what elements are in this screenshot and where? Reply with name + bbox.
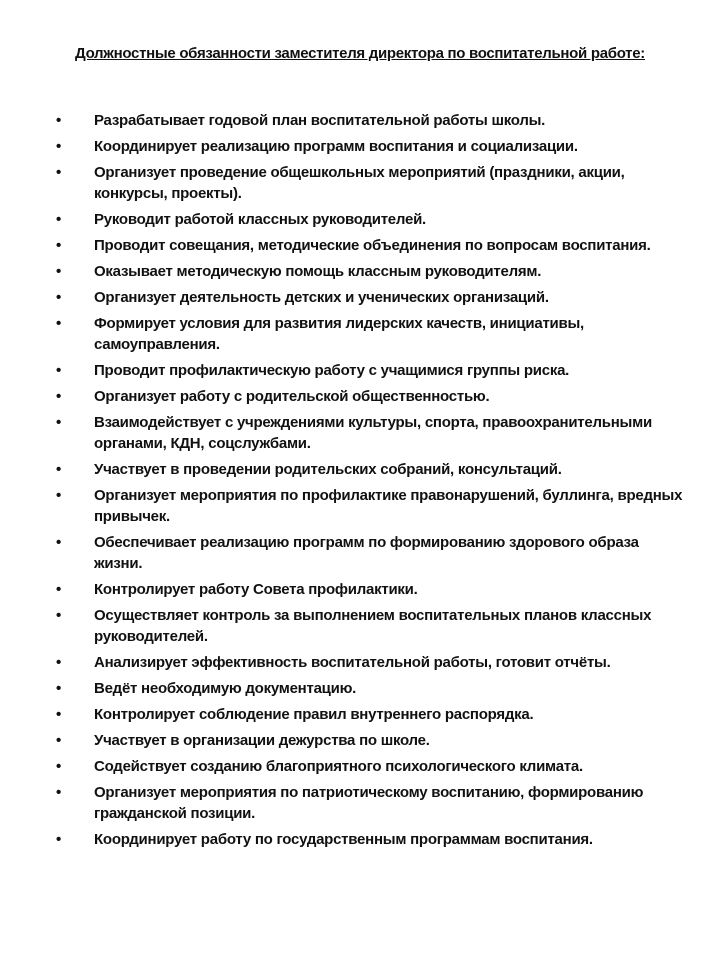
list-item-text: Проводит совещания, методические объединения по вопросам воспитания. [94, 237, 651, 254]
list-item-text: Проводит профилактическую работу с учащимися группы риска. [94, 362, 570, 379]
bullet-icon: • [56, 680, 62, 697]
list-item-text: Организует мероприятия по патриотическому воспитанию, формированию гражданской позиции. [94, 784, 644, 822]
list-item-text: Разрабатывает годовой план воспитательной работы школы. [94, 112, 546, 129]
duties-list [0, 110, 720, 855]
list-item [0, 532, 720, 574]
list-item-text: Организует мероприятия по профилактике правонарушений, буллинга, вредных привычек. [94, 487, 683, 525]
list-item [0, 110, 720, 131]
bullet-icon: • [56, 732, 62, 749]
bullet-icon: • [56, 581, 62, 598]
list-item [0, 412, 720, 454]
list-item [0, 360, 720, 381]
list-item [0, 136, 720, 157]
list-item-text: Организует деятельность детских и ученических организаций. [94, 289, 549, 306]
bullet-icon: • [56, 237, 62, 254]
bullet-icon: • [56, 263, 62, 280]
list-item [0, 704, 720, 725]
list-item-text: Осуществляет контроль за выполнением воспитательных планов классных руководителей. [94, 607, 652, 645]
list-item-text: Контролирует работу Совета профилактики. [94, 581, 418, 598]
bullet-icon: • [56, 388, 62, 405]
list-item-text: Участвует в организации дежурства по школе. [94, 732, 430, 749]
list-item-text: Контролирует соблюдение правил внутреннего распорядка. [94, 706, 534, 723]
list-item-text: Оказывает методическую помощь классным руководителям. [94, 263, 542, 280]
list-item [0, 756, 720, 777]
list-item-text: Участвует в проведении родительских собраний, консультаций. [94, 461, 562, 478]
list-item [0, 782, 720, 824]
bullet-icon: • [56, 362, 62, 379]
list-item-text: Руководит работой классных руководителей. [94, 211, 426, 228]
bullet-icon: • [56, 758, 62, 775]
bullet-icon: • [56, 112, 62, 129]
list-item-text: Координирует реализацию программ воспитания и социализации. [94, 138, 578, 155]
bullet-icon: • [56, 784, 62, 801]
list-item-text: Ведёт необходимую документацию. [94, 680, 357, 697]
list-item-text: Координирует работу по государственным программам воспитания. [94, 831, 593, 848]
list-item-text: Взаимодействует с учреждениями культуры, спорта, правоохранительными органами, КДН, соцслужбами. [94, 414, 652, 452]
bullet-icon: • [56, 164, 62, 181]
bullet-icon: • [56, 211, 62, 228]
list-item-text: Организует проведение общешкольных мероприятий (праздники, акции, конкурсы, проекты). [94, 164, 625, 202]
list-item [0, 678, 720, 699]
bullet-icon: • [56, 706, 62, 723]
list-item [0, 829, 720, 850]
list-item-text: Анализирует эффективность воспитательной работы, готовит отчёты. [94, 654, 611, 671]
bullet-icon: • [56, 315, 62, 332]
bullet-icon: • [56, 654, 62, 671]
bullet-icon: • [56, 534, 62, 551]
list-item [0, 652, 720, 673]
bullet-icon: • [56, 487, 62, 504]
bullet-icon: • [56, 831, 62, 848]
list-item [0, 235, 720, 256]
bullet-icon: • [56, 607, 62, 624]
bullet-icon: • [56, 289, 62, 306]
list-item [0, 287, 720, 308]
document-title: Должностные обязанности заместителя директора по воспитательной работе: [75, 45, 645, 62]
list-item-text: Содействует созданию благоприятного психологического климата. [94, 758, 583, 775]
list-item [0, 162, 720, 204]
list-item [0, 579, 720, 600]
list-item-text: Организует работу с родительской общественностью. [94, 388, 490, 405]
bullet-icon: • [56, 461, 62, 478]
list-item [0, 605, 720, 647]
list-item [0, 459, 720, 480]
list-item-text: Обеспечивает реализацию программ по формированию здорового образа жизни. [94, 534, 639, 572]
list-item [0, 386, 720, 407]
list-item [0, 730, 720, 751]
bullet-icon: • [56, 138, 62, 155]
list-item [0, 313, 720, 355]
list-item [0, 209, 720, 230]
bullet-icon: • [56, 414, 62, 431]
list-item [0, 485, 720, 527]
list-item-text: Формирует условия для развития лидерских качеств, инициативы, самоуправления. [94, 315, 584, 353]
list-item [0, 261, 720, 282]
